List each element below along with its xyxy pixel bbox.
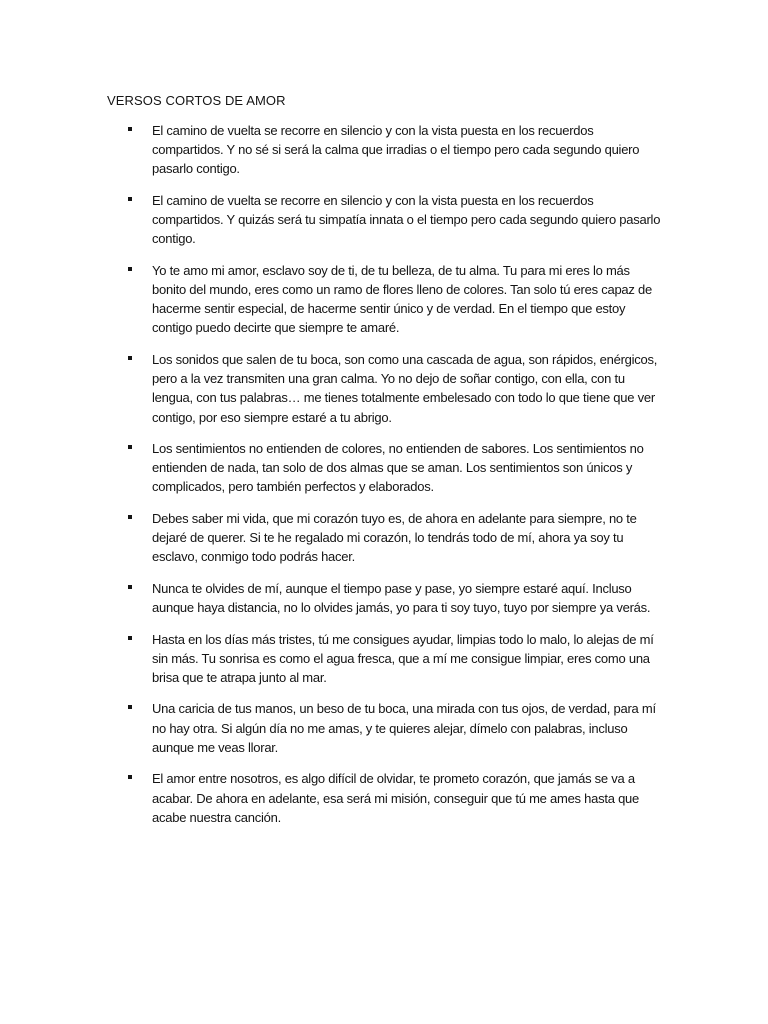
square-bullet-icon	[128, 775, 132, 779]
list-item	[126, 350, 666, 427]
square-bullet-icon	[128, 515, 132, 519]
verse-text: Hasta en los días más tristes, tú me consigues ayudar, limpias todo lo malo, lo alejas de mí sin más. Tu sonrisa es como el agua fresca, que a mí me consigue limpiar, eres como una brisa que te atrapa junto al mar.	[152, 631, 654, 685]
square-bullet-icon	[128, 445, 132, 449]
verse-text: El camino de vuelta se recorre en silencio y con la vista puesta en los recuerdos compartidos. Y quizás será tu simpatía innata o el tiempo pero cada segundo quiero pasarlo contigo.	[152, 192, 661, 247]
verse-text: El amor entre nosotros, es algo difícil de olvidar, te prometo corazón, que jamás se va a acabar. De ahora en adelante, esa será mi misión, conseguir que tú me ames hasta que acabe nuestra canción.	[152, 771, 640, 825]
verse-text: Los sonidos que salen de tu boca, son como una cascada de agua, son rápidos, enérgicos, pero a la vez transmiten una gran calma. Yo no dejo de soñar contigo, con ella, con tu lengua, con tus palabras… me tienes totalmente embelesado con todo lo que tiene que ver contigo, por eso siempre estaré a tu abrigo.	[152, 351, 658, 425]
square-bullet-icon	[128, 267, 132, 271]
list-item	[126, 191, 666, 249]
list-item	[126, 630, 666, 688]
list-item	[126, 439, 666, 497]
list-item	[126, 509, 666, 567]
square-bullet-icon	[128, 585, 132, 589]
verse-text: Debes saber mi vida, que mi corazón tuyo es, de ahora en adelante para siempre, no te dejaré de querer. Si te he regalado mi corazón, lo tendrás todo de mí, ahora ya soy tu esclavo, conmigo todo podrás hacer.	[152, 510, 637, 565]
verse-text: Nunca te olvides de mí, aunque el tiempo pase y pase, yo siempre estaré aquí. Incluso aunque haya distancia, no lo olvides jamás, yo para ti soy tuyo, tuyo por siempre ya verás.	[152, 580, 651, 616]
verse-text: Yo te amo mi amor, esclavo soy de ti, de tu belleza, de tu alma. Tu para mi eres lo más bonito del mundo, eres como un ramo de flores lleno de colores. Tan solo tú eres capaz de hacerme sentir especial, de hacerme sentir único y de verdad. En el tiempo que estoy contigo puedo decirte que siempre te amaré.	[152, 262, 652, 336]
list-item	[126, 121, 666, 179]
list-item	[126, 261, 666, 338]
verse-text: Los sentimientos no entienden de colores, no entienden de sabores. Los sentimientos no entienden de nada, tan solo de dos almas que se aman. Los sentimientos son únicos y complicados, pero también perfectos y elaborados.	[152, 441, 644, 495]
square-bullet-icon	[128, 356, 132, 360]
verse-text: Una caricia de tus manos, un beso de tu boca, una mirada con tus ojos, de verdad, para mí no hay otra. Si algún día no me amas, y te quieres alejar, dímelo con palabras, incluso aunque me veas llorar.	[152, 701, 656, 755]
square-bullet-icon	[128, 127, 132, 131]
verse-list	[126, 121, 666, 839]
square-bullet-icon	[128, 705, 132, 709]
list-item	[126, 769, 666, 827]
verse-text: El camino de vuelta se recorre en silencio y con la vista puesta en los recuerdos compartidos. Y no sé si será la calma que irradias o el tiempo pero cada segundo quiero pasarlo contigo.	[152, 123, 640, 177]
square-bullet-icon	[128, 636, 132, 640]
list-item	[126, 699, 666, 757]
square-bullet-icon	[128, 197, 132, 201]
list-item	[126, 579, 666, 617]
document-title: VERSOS CORTOS DE AMOR	[107, 93, 286, 108]
